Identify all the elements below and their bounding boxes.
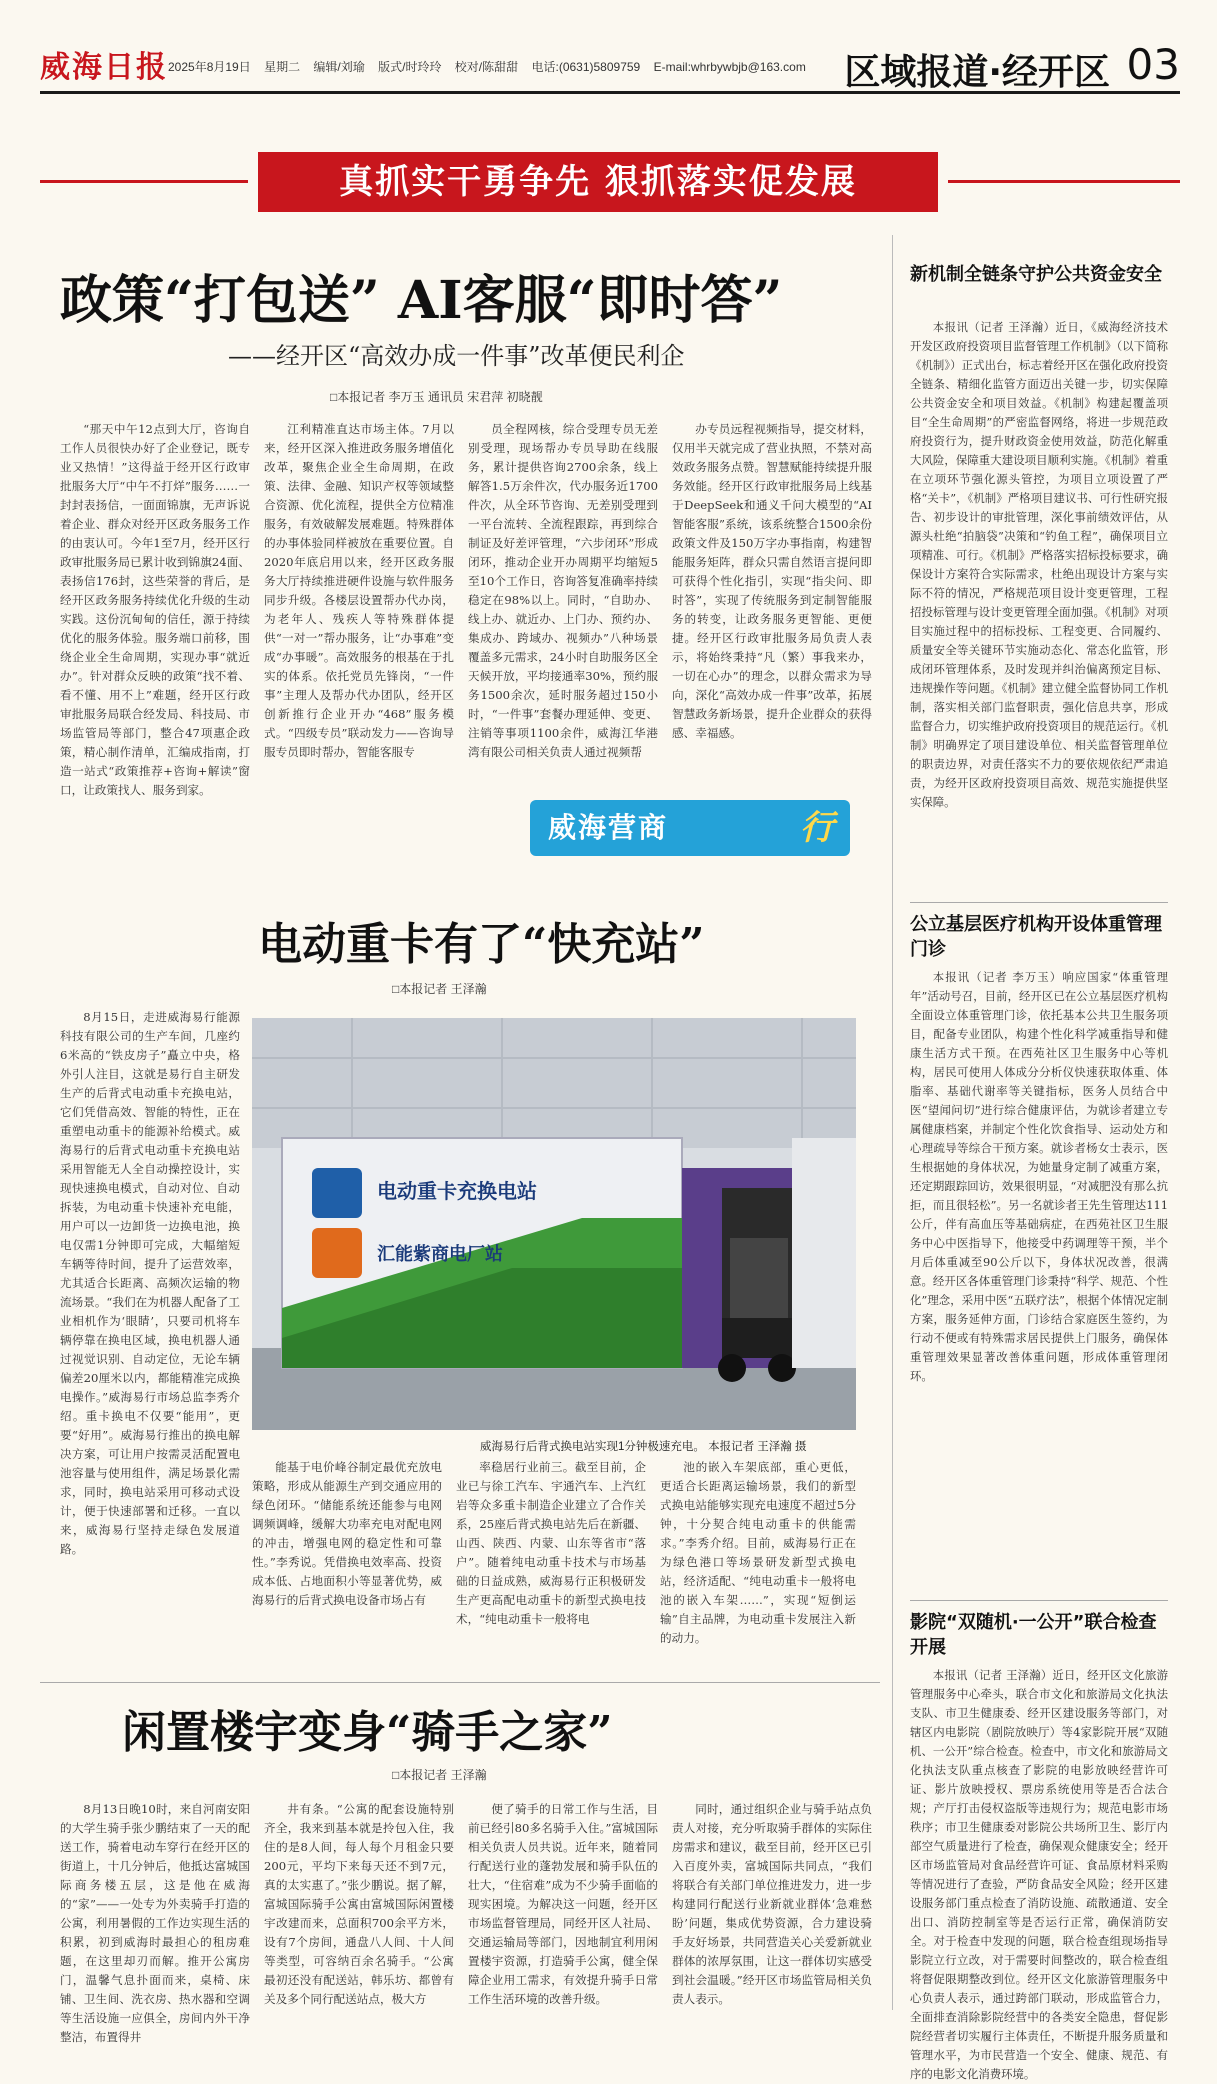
article2-column-4: 池的嵌入车架底部，重心更低，更适合长距离运输场景，我们的新型式换电站能够实现充电速度不超过5分钟，十分契合纯电动重卡的供能需求。”李秀介绍。目前，威海易行正在为绿色港口等场景研发新型式换电站，经济适配、“纯电动重卡一般将电池的嵌入车架……”，实现“短倒运输”自主品牌，为电动重卡发展注入新的动力。	[660, 1460, 856, 1645]
article3-column-4: 同时，通过组织企业与骑手站点负责人对接，充分听取骑手群体的实际住房需求和建议，截至目前，经开区已引入百度外卖，富城国际共同点，“我们将联合有关部门单位推进发力，进一步构建同行配送行业新就业群体‘急难愁盼’问题，集成优势资源，合力建设骑手友好场景，共同营造关心关爱新就业群体的浓厚氛围，让这一群体切实感受到社会温暖。”经开区市场监管局相关负责人表示。	[672, 1802, 872, 2006]
sidebar-item-3-body: 本报讯（记者 王泽瀚）近日，经开区文化旅游管理服务中心牵头，联合市文化和旅游局文化执法支队、市卫生健康委、经开区建设服务等部门，对辖区内电影院（剧院放映厅）等4家影院开展“双随机、一公开”综合检查。检查中，市文化和旅游局文化执法支队重点核查了影院的电影放映经营许可证、影片放映授权、票房系统使用等是否合法合规；产厅打击侵权盗版等违规行为；规范电影市场秩序；市卫生健康委对影院公共场所卫生、影厅内部空气质量进行了检查，确保观众健康安全；经开区市场监管局对食品经营许可证、食品原材料采购等情况进行了查验，严防食品安全风险；经开区建设服务部门重点检查了消防设施、疏散通道、安全出口、消防控制室等是否运行正常，确保消防安全。对于检查中发现的问题，联合检查组现场指导影院立行立改，对于需要时间整改的，联合检查组将督促限期整改到位。经开区文化旅游管理服务中心负责人表示，通过跨部门联动，形成监管合力，全面排查消除影院经营中的各类安全隐患，督促影院经营者切实履行主体责任，不断提升服务质量和管理水平，为市民营造一个安全、健康、规范、有序的电影文化消费环境。	[910, 1668, 1168, 2081]
article1-headline: 政策“打包送” AI客服“即时答”	[60, 270, 783, 331]
page-number: 03	[1126, 40, 1180, 89]
article2-headline: 电动重卡有了“快充站”	[258, 919, 705, 970]
sidebar-item-2-body: 本报讯（记者 李万玉）响应国家“体重管理年”活动号召，目前，经开区已在公立基层医疗机构全面设立体重管理门诊，依托基本公共卫生服务项目，配备专业团队，构建个性化科学减重指导和健康生活方式干预。在西苑社区卫生服务中心等机构，居民可使用人体成分分析仪快速获取体重、体脂率、基础代谢率等关键指标，医务人员结合中医“望闻问切”进行综合健康评估，为就诊者建立专属健康档案，并制定个性化饮食指导、运动处方和心理疏导等综合干预方案。就诊者杨女士表示，医生根据她的身体状况，为她量身定制了减重方案，还定期跟踪回访，效果很明显，“对减肥没有那么抗拒，而且很轻松”。另一名就诊者王先生管理达111公斤，伴有高血压等基础病症，在西苑社区卫生服务中心中医指导下，他接受中药调理等干预，半个月后体重减至90公斤以下，身体状况改善，很满意。经开区各体重管理门诊秉持“科学、规范、个性化”理念，采用中医“五联疗法”，根据个体情况定制方案，服务延伸方面，门诊结合家庭医生签约，为行动不便或有特殊需求居民提供上门服务，确保体重管理效果显著改善体重问题，形成体重管理闭环。	[910, 970, 1168, 1383]
masthead	[40, 38, 1180, 94]
sidebar-item-3-title: 影院“双随机·一公开”联合检查开展	[910, 1612, 1157, 1658]
article3-headline: 闲置楼宇变身“骑手之家”	[122, 1707, 613, 1758]
section-title: 区域报道·经开区	[844, 52, 1110, 93]
section-divider	[40, 1682, 880, 1683]
article1-subhead: ——经开区“高效办成一件事”改革便民利企	[228, 342, 685, 370]
designer-credit: 版式/时玲玲	[378, 60, 442, 74]
brand-logo-mark: 行	[800, 808, 836, 848]
brand-logo-label: 威海营商	[548, 811, 669, 844]
sidebar-divider-2	[910, 1600, 1168, 1601]
issue-weekday: 星期二	[264, 60, 301, 74]
campaign-banner: 真抓实干勇争先 狠抓落实促发展	[258, 152, 938, 212]
article1-byline: □本报记者 李万玉 通讯员 宋君萍 初晓靓	[330, 390, 543, 404]
banner-rule-right	[948, 180, 1180, 183]
photo-caption: 威海易行后背式换电站实现1分钟极速充电。 本报记者 王泽瀚 摄	[480, 1441, 807, 1453]
editor-credit: 编辑/刘瑜	[313, 60, 365, 74]
article1-column-4: 办专员远程视频指导，提交材料，仅用半天就完成了营业执照，不禁对高效政务服务点赞。智慧赋能持续提升服务效能。经开区行政审批服务局上线基于DeepSeek和通义千问大模型的“AI智能客服”系统，该系统整合1500余份政策文件及150万字办事指南，构建智能服务矩阵，群众只需自然语言提问即可获得个性化指引，实现“指尖问、即时答”，实现了传统服务到定制智能服务的转变，让政务服务更智能、更便捷。经开区行政审批服务局负责人表示，将始终秉持“凡（繁）事我来办，一切在心办”的理念，以群众需求为导向，深化“高效办成一件事”改革，拓展智慧政务新场景，提升企业群众的获得感、幸福感。	[672, 422, 872, 740]
photo-sign-line1: 电动重卡充换电站	[377, 1179, 537, 1203]
article2-column-2: 能基于电价峰谷制定最优充放电策略，形成从能源生产到交通应用的绿色闭环。“储能系统还能参与电网调频调峰，缓解大功率充电对配电网的冲击，增强电网的稳定性和可靠性。”李秀说。凭借换电效率高、投资成本低、占地面积小等显著优势，威海易行的后背式换电设备市场占有	[252, 1460, 442, 1607]
article2-column-3: 率稳居行业前三。截至目前，企业已与徐工汽车、宇通汽车、上汽红岩等众多重卡制造企业建立了合作关系，25座后背式换电站先后在新疆、山西、陕西、内蒙、山东等省市“落户”。随着纯电动重卡技术与市场基础的日益成熟，威海易行正积极研发生产更高配电动重卡的新型式换电技术，“纯电动重卡一般将电	[456, 1460, 646, 1626]
proofreader-credit: 校对/陈甜甜	[454, 60, 519, 74]
article3-byline: □本报记者 王泽瀚	[392, 1768, 487, 1782]
article2-column-1: 8月15日，走进威海易行能源科技有限公司的生产车间，几座约6米高的“铁皮房子”矗立中央，格外引人注目，这就是易行自主研发生产的后背式电动重卡充换电站，它们凭借高效、智能的特性，正在重塑电动重卡的能源补给模式。威海易行的后背式电动重卡充换电站采用智能无人全自动操控设计，实现快速换电模式，自动对位、自动拆装，为电动重卡快速补充电能，用户可以一边卸货一边换电池，换电仅需1分钟即可完成，大幅缩短车辆等待时间，提升了运营效率，尤其适合长距离、高频次运输的物流场景。“我们在为机器人配备了工业相机作为‘眼睛’，只要司机将车辆停靠在换电区域，换电机器人通过视觉识别、自动定位，无论车辆偏差20厘米以内，都能精准完成换电操作。”威海易行市场总监李秀介绍。重卡换电不仅要“能用”，更要“好用”。威海易行推出的换电解决方案，可让用户按需灵活配置电池容量与使用组件，满足场景化需求，同时，换电站采用可移动式设计，便于快速部署和迁移。一直以来，威海易行坚持走绿色发展道路。	[60, 1010, 240, 1556]
sidebar-item-2-title: 公立基层医疗机构开设体重管理门诊	[910, 914, 1162, 960]
issue-date: 2025年8月19日	[168, 60, 251, 74]
article1-column-2: 江利精准直达市场主体。7月以来，经开区深入推进政务服务增值化改革，聚焦企业全生命周期，在政策、法律、金融、知识产权等领域整合资源、优化流程，提供全方位精准服务，有效破解发展难题。特殊群体的办事体验同样被放在重要位置。自2020年底启用以来，经开区政务服务大厅持续推进硬件设施与软件服务同步升级。各楼层设置帮办代办岗，为老年人、残疾人等特殊群体提供“一对一”帮办服务，让“办事难”变成“办事暖”。高效服务的根基在于扎实的体系。依托党员先锋岗，“一件事”主理人及帮办代办团队，经开区创新推行企业开办“468”服务模式。“四级专员”联动发力——咨询导服专员即时帮办，智能客服专	[264, 422, 454, 759]
masthead-info	[168, 58, 816, 75]
newspaper-logo: 威海日报	[40, 50, 168, 85]
photo-sign-line2: 汇能紫商电厂站	[377, 1244, 503, 1265]
sidebar-item-1-body: 本报讯（记者 王泽瀚）近日，《威海经济技术开发区政府投资项目监督管理工作机制》（以下简称《机制》）正式出台，标志着经开区在强化政府投资全链条、精细化监管方面迈出关键一步，切实保障公共资金安全和项目效益。《机制》构建起覆盖项目“全生命周期”的严密监督网络，将进一步规范政府投资行为，提升财政资金使用效益，防范化解重大风险，保障重大建设项目顺利实施。《机制》着重在立项环节强化源头管控，为项目立项设置了严格“关卡”，《机制》严格项目建议书、可行性研究报告、初步设计的审批管理，深化事前绩效评估，从源头杜绝“拍脑袋”决策和“钓鱼工程”，确保项目立项精准、可行。《机制》严格落实招标投标要求，确保设计方案符合实际需求，杜绝出现设计方案与实际不符的情况，严格规范项目设计变更管理，工程招投标管理与设计变更管理全面加强。《机制》对项目实施过程中的招标投标、工程变更、合同履约、质量安全等关键环节实施动态化、常态化监管，形成闭环管理体系，及时发现并纠治偏离预定目标、违规操作等问题。《机制》建立健全监督协同工作机制，落实相关部门监督职责，强化信息共享，形成监督合力，切实维护政府投资项目的规范运行。《机制》明确界定了项目建设单位、相关监督管理单位的职责边界，对责任落实不力的要依规依纪严肃追责，为经开区政府投资项目高效、规范实施提供坚实保障。	[910, 320, 1168, 809]
charging-station-illustration	[252, 1018, 856, 1430]
article2-byline: □本报记者 王泽瀚	[392, 982, 487, 996]
brand-logo	[530, 800, 850, 856]
article3-column-2: 井有条。“公寓的配套设施特别齐全，我来到基本就是拎包入住，我住的是8人间，每人每个月租金只要200元，平均下来每天还不到7元，真的太实惠了。”张少鹏说。据了解，富城国际骑手公寓由富城国际闲置楼宇改建而来，总面积700余平方米，设有7个房间，通盘八人间、十人间等类型，可容纳百余名骑手。“公寓最初还没有配送站，韩乐坊、都曾有关及多个同行配送站点，极大方	[264, 1802, 454, 2006]
sidebar-divider	[892, 235, 893, 2010]
sidebar-divider-1	[910, 902, 1168, 903]
article3-column-3: 便了骑手的日常工作与生活，目前已经引80多名骑手入住。”富城国际相关负责人员共说。近年来，随着同行配送行业的蓬勃发展和骑手队伍的壮大，“住宿难”成为不少骑手面临的现实困境。为解决这一问题，经开区市场监督管理局，同经开区人社局、交通运输局等部门，因地制宜利用闲置楼宇资源，打造骑手公寓，健全保障企业用工需求，有效提升骑手日常工作生活环境的改善升级。	[468, 1802, 658, 2006]
sidebar-item-1-title: 新机制全链条守护公共资金安全	[910, 264, 1162, 285]
charging-station-photo	[252, 1018, 856, 1430]
contact-email: E-mail:whrbywbjb@163.com	[653, 60, 806, 74]
contact-phone: 电话:(0631)5809759	[531, 60, 641, 74]
banner-rule-left	[40, 180, 248, 183]
article1-column-1: “那天中午12点到大厅，咨询自工作人员很快办好了企业登记，既专业又热情！”这得益于经开区行政审批服务大厅“中午不打烊”服务……一封封表扬信，一面面锦旗，无声诉说着企业、群众对经开区政务服务工作的由衷认可。今年1至7月，经开区行政审批服务局已累计收到锦旗24面、表扬信176封，这些荣誉的背后，是经开区政务服务持续优化升级的生动实践。这份沉甸甸的信任，源于持续优化的服务体验。服务端口前移，围绕企业全生命周期，实现办事“就近办”。针对群众反映的政策“找不着、看不懂、用不上”难题，经开区行政审批服务局联合经发局、科技局、市场监管局等部门，整合47项惠企政策，精心制作清单，汇编成指南，打造一站式“政策推荐+咨询+解读”窗口，让政策找人、服务到家。	[60, 422, 250, 797]
article1-column-3: 员全程网核，综合受理专员无差别受理，现场帮办专员导助在线服务，累计提供咨询2700余条，线上解答1.5万余件次，代办服务近1700件次，从全环节咨询、无差别受理到一平台流转、全流程跟踪，再到综合制证及好差评管理，“六步闭环”形成闭环，推动企业开办周期平均缩短5至10个工作日，咨询答复准确率持续稳定在98%以上。同时，“自助办、线上办、就近办、上门办、预约办、集成办、跨域办、视频办”八种场景覆盖多元需求，24小时自助服务区全天候开放，平均接通率30%，预约服务1500余次，延时服务超过150小时，“一件事”套餐办理延伸、变更、注销等事项1100余件，威海江华港湾有限公司相关负责人通过视频帮	[468, 422, 658, 759]
article3-column-1: 8月13日晚10时，来自河南安阳的大学生骑手张少鹏结束了一天的配送工作，骑着电动车穿行在经开区的街道上，十几分钟后，他抵达富城国际商务楼五层，这是他在威海的“家”——一处专为外卖骑手打造的公寓，利用暑假的工作边实现生活的积累，初到威海时最担心的租房难题，在这里却刃而解。推开公寓房门，温馨气息扑面而来，桌椅、床铺、卫生间、洗衣房、热水器和空调等生活设施一应俱全，房间内外干净整洁，布置得井	[60, 1802, 250, 2044]
